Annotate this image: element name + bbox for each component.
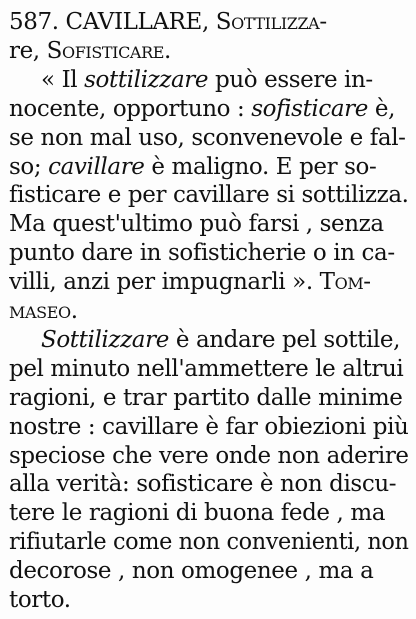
text-run: nostre : cavillare è far obiezioni più — [9, 413, 409, 440]
text-run: tere le ragioni di buona fede , ma — [9, 500, 386, 527]
text-run: è maligno. E per so- — [144, 153, 377, 180]
text-run: Ma quest'ultimo può farsi , senza — [9, 211, 384, 238]
text-run: ragioni, e trar partito dalle minime — [9, 384, 403, 411]
text-run: è andare pel sottile, — [168, 326, 401, 353]
text-run: so; — [9, 153, 49, 180]
text-run: 587. CAVILLARE, — [9, 9, 216, 35]
italic-term: sottilizzare — [84, 66, 209, 93]
text-run: torto. — [9, 587, 71, 613]
text-run: speciose che vere onde non aderire — [9, 442, 409, 469]
text-run: se non mal uso, sconvenevole e fal- — [9, 124, 406, 151]
text-run: « Il — [41, 66, 85, 93]
text-run: decorose , non omogenee , ma a — [9, 558, 374, 585]
small-caps-text: Sottilizza- — [215, 9, 327, 35]
text-run: alla verità: sofisticare è non discu- — [9, 471, 397, 498]
text-run: può essere in- — [208, 66, 373, 93]
text-run: punto dare in sofisticherie o in ca- — [9, 240, 395, 267]
italic-term: Sottilizzare — [41, 326, 169, 353]
small-caps-text: maseo. — [9, 298, 78, 324]
text-run: fisticare e per cavillare si sottilizza. — [9, 182, 409, 209]
text-run: rifiutarle come non convenienti, non — [9, 529, 409, 556]
text-run: è, — [368, 95, 396, 122]
text-run: villi, anzi per impugnarli ». — [9, 269, 320, 296]
italic-term: cavillare — [48, 153, 145, 180]
text-run: nocente, opportuno : — [9, 95, 252, 122]
text-run: re, — [9, 37, 47, 64]
text-run: pel minuto nell'ammettere le altrui — [9, 355, 404, 382]
small-caps-text: Sofisticare. — [46, 37, 171, 64]
text-line — [9, 582, 409, 618]
small-caps-text: Tom- — [319, 269, 371, 296]
italic-term: sofisticare — [251, 95, 368, 122]
